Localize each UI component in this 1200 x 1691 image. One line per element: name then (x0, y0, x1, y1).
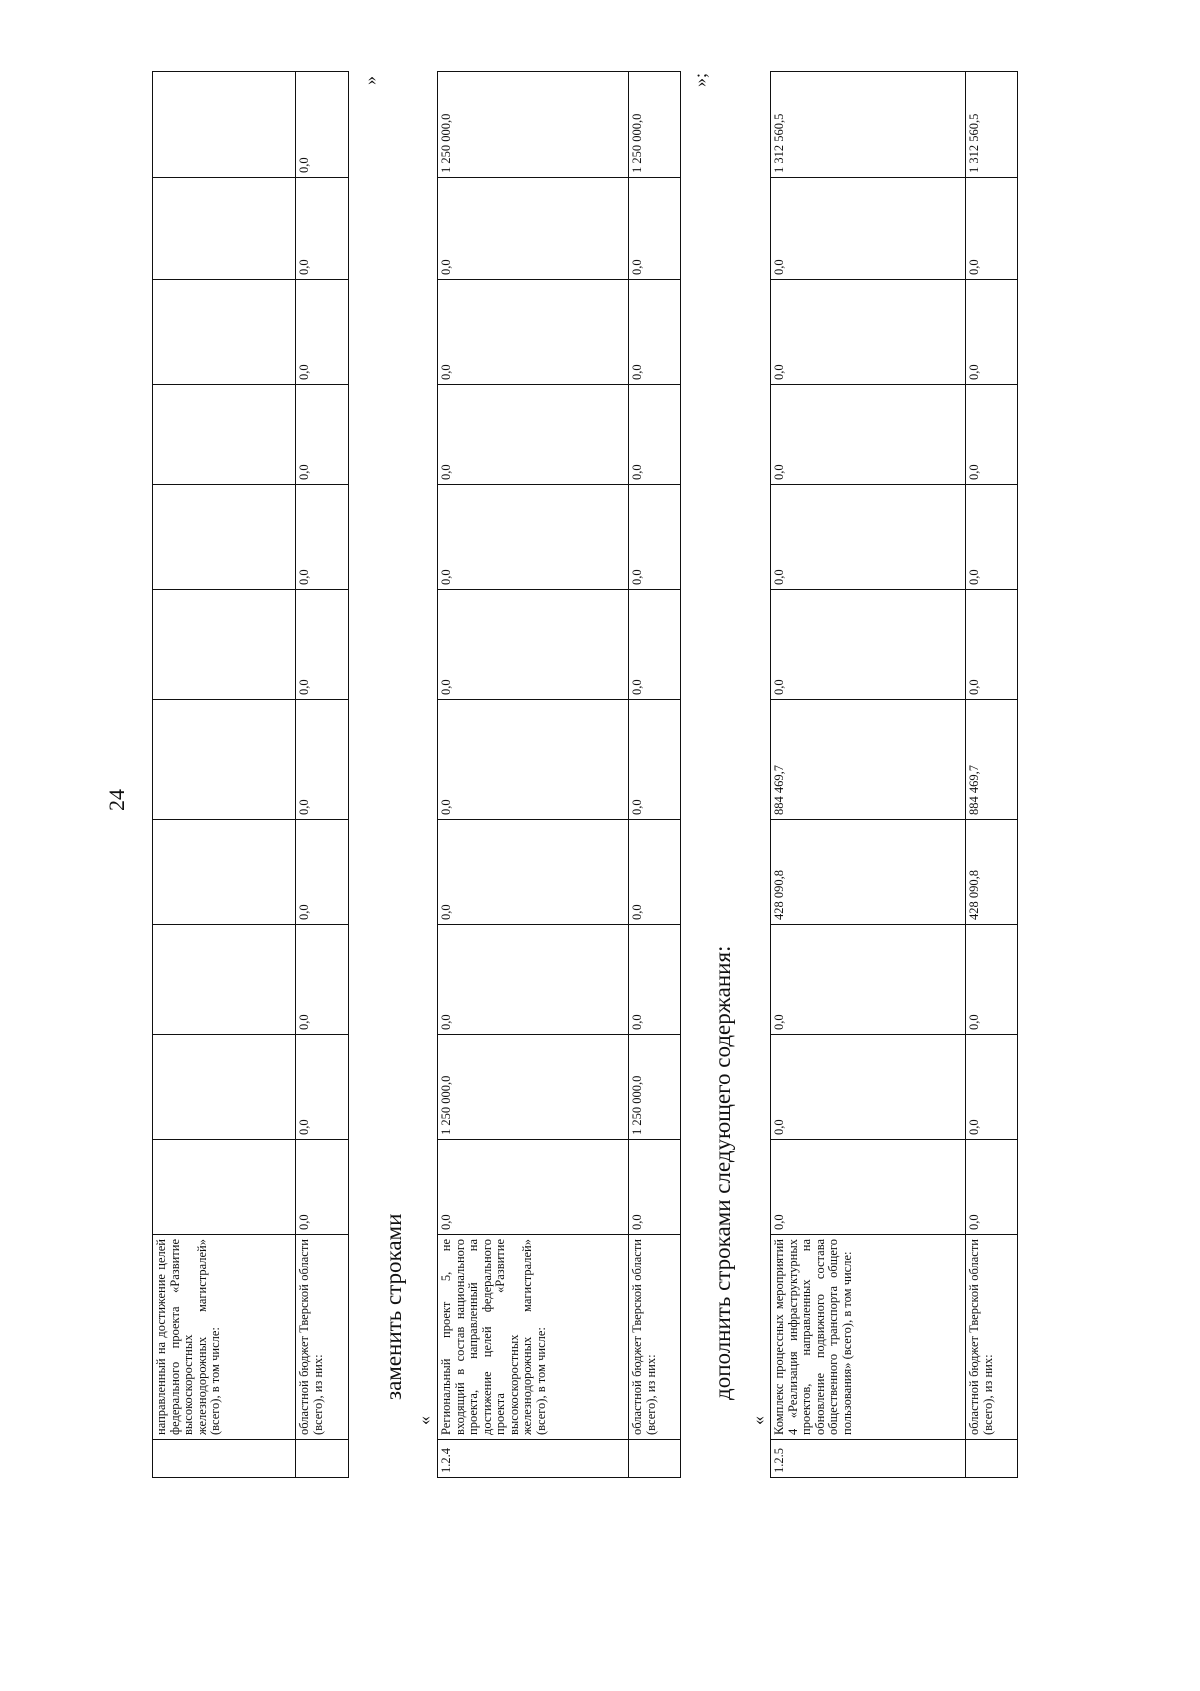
budget-table-addition (770, 71, 1018, 1478)
value-cell: 0,0 (438, 485, 629, 590)
value-cell: 0,0 (771, 590, 966, 700)
value-cell: 0,0 (629, 485, 681, 590)
row-description-cell: областной бюджет Тверской области (всего), из них: (296, 1235, 349, 1440)
value-cell: 0,0 (771, 925, 966, 1035)
instruction-append: дополнить строками следующего содержания: (710, 945, 735, 1400)
value-cell: 1 312 560,5 (966, 72, 1018, 178)
value-cell: 0,0 (966, 925, 1018, 1035)
value-cell (153, 72, 296, 178)
table-row (438, 72, 629, 1478)
value-cell: 0,0 (629, 700, 681, 820)
row-description-cell: направленный на достижение целей федерального проекта «Развитие высокоскоростных железнодорожных магистралей» (всего), в том числе: (153, 1235, 296, 1440)
table-row (153, 72, 296, 1478)
value-cell (153, 385, 296, 485)
value-cell (153, 820, 296, 925)
value-cell: 0,0 (296, 485, 349, 590)
value-cell: 0,0 (438, 178, 629, 280)
instruction-replace: заменить строками (381, 1213, 406, 1400)
row-description-cell: Комплекс процессных мероприятий 4 «Реализация инфраструктурных проектов, направленных на обновление подвижного состава общественного транспорта общего пользования» (всего), в том числе: (771, 1235, 966, 1440)
value-cell (153, 485, 296, 590)
budget-table-replacement (437, 71, 681, 1478)
value-cell: 0,0 (629, 1140, 681, 1235)
value-cell (153, 280, 296, 385)
value-cell: 0,0 (296, 820, 349, 925)
value-cell: 0,0 (966, 178, 1018, 280)
value-cell: 0,0 (966, 1140, 1018, 1235)
value-cell: 0,0 (771, 1035, 966, 1140)
value-cell: 0,0 (771, 1140, 966, 1235)
value-cell: 0,0 (438, 700, 629, 820)
row-number-cell (629, 1440, 681, 1478)
value-cell: 0,0 (438, 385, 629, 485)
row-number-cell (966, 1440, 1018, 1478)
value-cell: 428 090,8 (966, 820, 1018, 925)
value-cell: 0,0 (966, 485, 1018, 590)
value-cell: 0,0 (438, 925, 629, 1035)
value-cell: 0,0 (296, 700, 349, 820)
value-cell (153, 590, 296, 700)
opening-quote: « (414, 1416, 434, 1425)
value-cell: 0,0 (438, 820, 629, 925)
row-number-cell: 1.2.4 (438, 1440, 629, 1478)
value-cell: 0,0 (296, 590, 349, 700)
table-row (771, 72, 966, 1478)
value-cell: 0,0 (438, 1140, 629, 1235)
value-cell: 0,0 (438, 280, 629, 385)
row-description-cell: Региональный проект 5, не входящий в состав национального проекта, направленный на достижение целей федерального проекта «Развитие высокоскоростных железнодорожных магистралей» (всего), в том числе: (438, 1235, 629, 1440)
value-cell: 0,0 (771, 178, 966, 280)
row-number-cell (296, 1440, 349, 1478)
row-description-cell: областной бюджет Тверской области (всего), из них: (966, 1235, 1018, 1440)
value-cell (153, 1140, 296, 1235)
table-row (966, 72, 1018, 1478)
table-row (629, 72, 681, 1478)
value-cell: 428 090,8 (771, 820, 966, 925)
closing-quote: » (360, 76, 380, 85)
value-cell: 0,0 (771, 385, 966, 485)
value-cell: 0,0 (629, 820, 681, 925)
value-cell: 0,0 (296, 925, 349, 1035)
value-cell: 1 250 000,0 (438, 72, 629, 178)
value-cell: 0,0 (629, 385, 681, 485)
value-cell (153, 700, 296, 820)
value-cell: 0,0 (296, 385, 349, 485)
value-cell: 0,0 (966, 385, 1018, 485)
value-cell: 0,0 (296, 72, 349, 178)
value-cell: 0,0 (438, 590, 629, 700)
budget-table-continued (152, 71, 349, 1478)
value-cell: 0,0 (629, 178, 681, 280)
closing-quote-semicolon: »; (690, 72, 710, 87)
value-cell: 1 312 560,5 (771, 72, 966, 178)
value-cell (153, 1035, 296, 1140)
value-cell: 1 250 000,0 (629, 1035, 681, 1140)
opening-quote: « (748, 1416, 768, 1425)
value-cell (153, 925, 296, 1035)
value-cell: 0,0 (296, 280, 349, 385)
value-cell: 884 469,7 (966, 700, 1018, 820)
value-cell: 1 250 000,0 (438, 1035, 629, 1140)
row-number-cell (153, 1440, 296, 1478)
value-cell: 0,0 (771, 280, 966, 385)
row-number-cell: 1.2.5 (771, 1440, 966, 1478)
value-cell: 1 250 000,0 (629, 72, 681, 178)
value-cell: 0,0 (966, 590, 1018, 700)
value-cell: 0,0 (966, 280, 1018, 385)
value-cell (153, 178, 296, 280)
value-cell: 0,0 (296, 1140, 349, 1235)
value-cell: 0,0 (296, 1035, 349, 1140)
row-description-cell: областной бюджет Тверской области (всего), из них: (629, 1235, 681, 1440)
value-cell: 0,0 (296, 178, 349, 280)
value-cell: 0,0 (966, 1035, 1018, 1140)
value-cell: 0,0 (771, 485, 966, 590)
value-cell: 0,0 (629, 590, 681, 700)
value-cell: 0,0 (629, 925, 681, 1035)
table-row (296, 72, 349, 1478)
value-cell: 0,0 (629, 280, 681, 385)
value-cell: 884 469,7 (771, 700, 966, 820)
page-number: 24 (104, 789, 129, 811)
